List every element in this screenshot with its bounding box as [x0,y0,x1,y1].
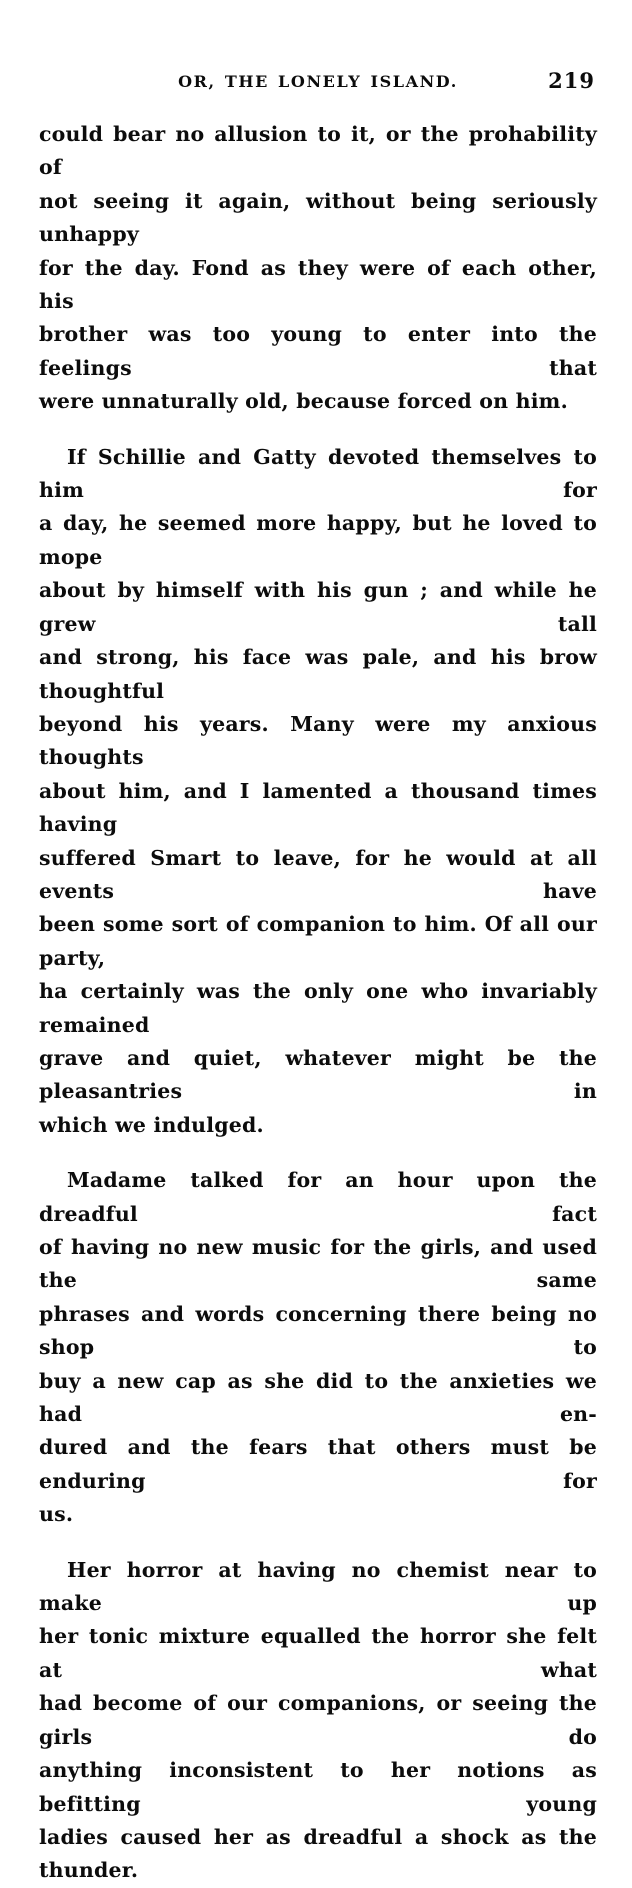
text-line: a day, he seemed more happy, but he loved to mope [39,511,597,569]
text-line: phrases and words concerning there being no shop to [39,1301,597,1360]
text-line: about by himself with his gun ; and while he grew tall [39,578,597,636]
text-line: about him, and I lamented a thousand times having [39,778,597,837]
paragraph [39,118,597,419]
paragraph [39,441,597,1143]
text-line: brother was too young to enter into the feelings that [39,322,597,380]
text-line: ha certainly was the only one who invariably remained [39,979,597,1037]
text-line: could bear no allusion to it, or the prohability of [39,122,597,180]
text-line: for the day. Fond as they were of each other, his [39,255,597,314]
text-line: buy a new cap as she did to the anxieties we had en- [39,1368,597,1427]
paragraph [39,1164,597,1531]
text-line: If Schillie and Gatty devoted themselves to him for [39,444,597,503]
text-line: which we indulged. [39,1112,264,1137]
running-title: OR, THE LONELY ISLAND. [178,72,458,91]
text-line: her tonic mixture equalled the horror she felt at what [39,1624,597,1682]
text-line: dured and the fears that others must be enduring for [39,1435,597,1493]
text-line: ladies caused her as dreadful a shock as the thunder. [39,1824,597,1883]
page-header [39,68,597,94]
text-line: been some sort of companion to him. Of all our party, [39,912,597,970]
page-number: 219 [548,68,595,93]
text-line: and strong, his face was pale, and his brow thoughtful [39,645,597,703]
text-line: were unnaturally old, because forced on him. [39,389,568,414]
text-line: us. [39,1502,74,1527]
paragraph [39,1554,597,1888]
text-line: suffered Smart to leave, for he would at all events have [39,845,597,903]
page-body [39,118,597,1888]
text-line: grave and quiet, whatever might be the pleasantries in [39,1045,597,1104]
text-line: Madame talked for an hour upon the dreadful fact [39,1168,597,1226]
text-line: of having no new music for the girls, and used the same [39,1235,597,1293]
text-line: had become of our companions, or seeing the girls do [39,1691,597,1749]
text-line: not seeing it again, without being seriously unhappy [39,188,597,247]
text-line: Her horror at having no chemist near to make up [39,1557,597,1616]
text-line: beyond his years. Many were my anxious thoughts [39,711,597,770]
text-line: anything inconsistent to her notions as befitting young [39,1758,597,1816]
